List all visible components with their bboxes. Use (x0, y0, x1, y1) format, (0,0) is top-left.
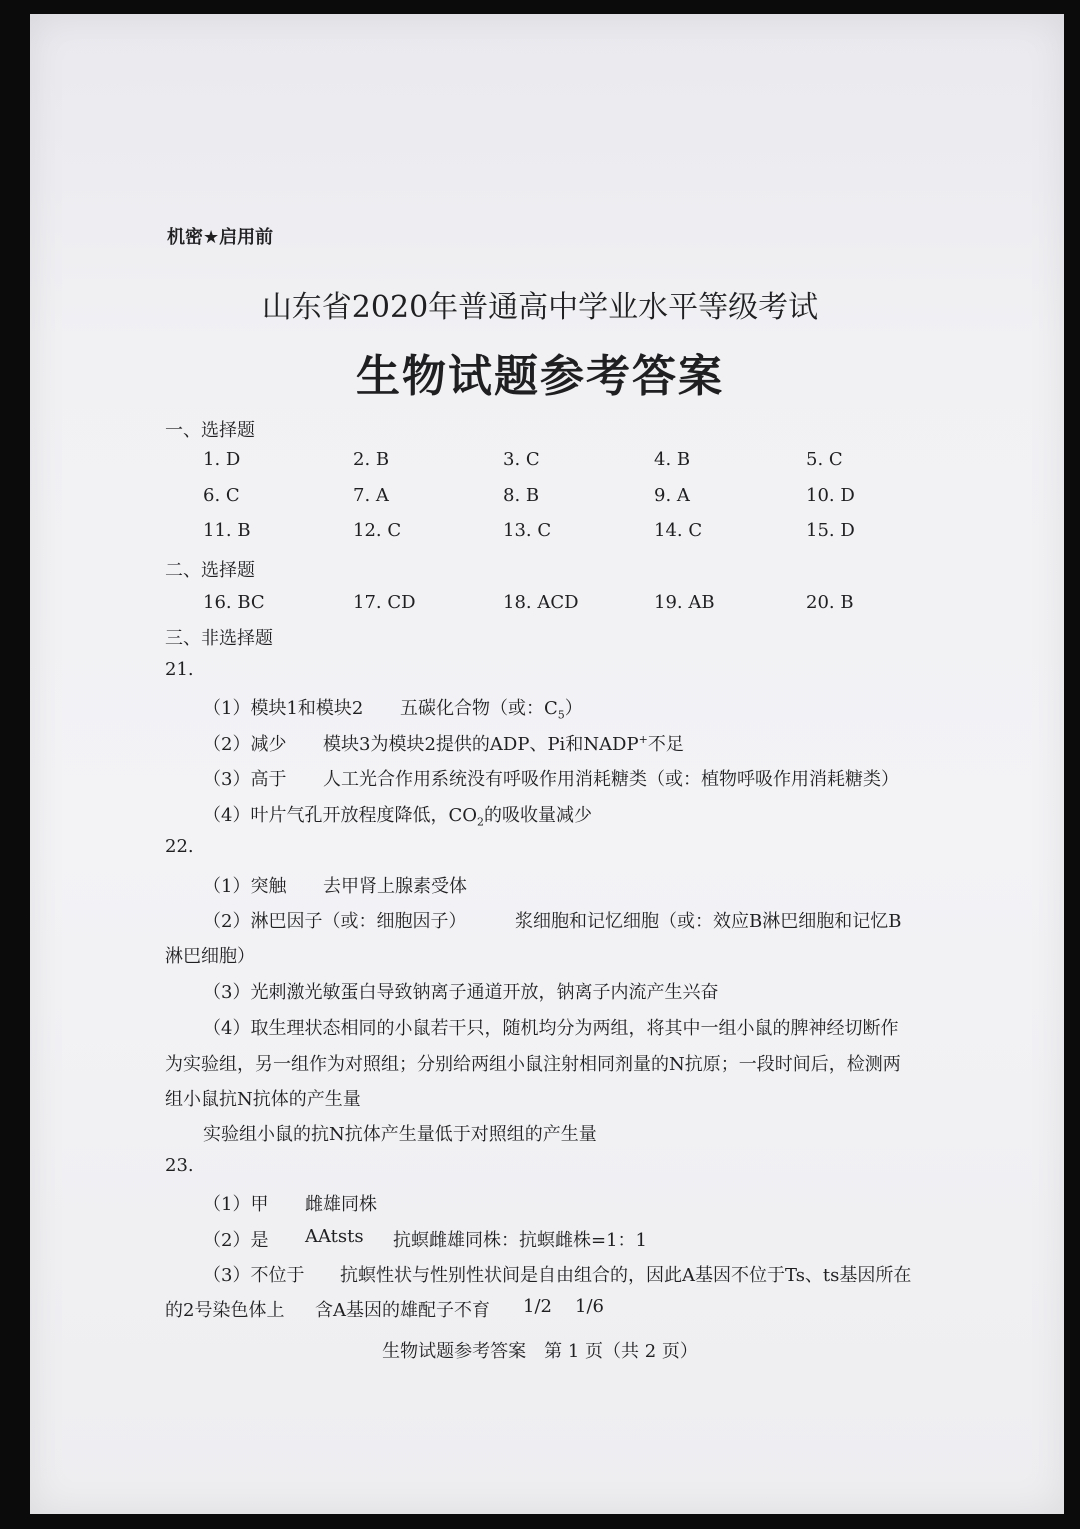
page-footer: 生物试题参考答案 第 1 页（共 2 页） (382, 1341, 698, 1362)
answer-line: 五碳化合物（或：$C_5$） (400, 698, 583, 722)
section-heading-3: 三、非选择题 (165, 628, 273, 649)
answer-item: 19. AB (654, 592, 715, 613)
answer-line: （1）模块1和模块2 (203, 698, 364, 719)
answer-line: 模块3为模块2提供的ADP、Pi和NADP+不足 (323, 733, 684, 755)
answer-item: 12. C (353, 520, 402, 541)
answer-item: 9. A (654, 485, 690, 506)
answer-item: 2. B (353, 449, 390, 470)
answer-line: （4）取生理状态相同的小鼠若干只，随机均分为两组，将其中一组小鼠的脾神经切断作 (203, 1018, 899, 1039)
answer-item: 4. B (654, 449, 691, 470)
answer-line: （1）突触 (203, 876, 287, 897)
section-heading-1: 一、选择题 (165, 420, 255, 441)
answer-line: （2）减少 (203, 734, 287, 755)
exam-title: 山东省2020年普通高中学业水平等级考试 (261, 290, 819, 325)
answer-line: （4）叶片气孔开放程度降低，$CO_2$的吸收量减少 (203, 805, 592, 829)
answer-item: 1. D (203, 449, 241, 470)
answer-item: 8. B (503, 485, 540, 506)
answer-item: 3. C (503, 449, 540, 470)
answer-item: 15. D (806, 520, 855, 541)
answer-line: 为实验组，另一组作为对照组；分别给两组小鼠注射相同剂量的N抗原；一段时间后，检测两 (165, 1054, 901, 1075)
confidential-label: 机密★启用前 (167, 227, 274, 248)
answer-line: AAtsts (305, 1226, 364, 1247)
answer-line: （3）光刺激光敏蛋白导致钠离子通道开放，钠离子内流产生兴奋 (203, 982, 719, 1003)
answer-item: 18. ACD (503, 592, 579, 613)
question-number: 21. (165, 659, 194, 680)
answer-line: 雌雄同株 (305, 1194, 377, 1215)
answer-line: （2）淋巴因子（或：细胞因子） (203, 911, 467, 932)
answer-line: （3）高于 (203, 769, 287, 790)
answer-line: 淋巴细胞） (165, 946, 255, 967)
answer-item: 14. C (654, 520, 703, 541)
answer-item: 13. C (503, 520, 552, 541)
page-title: 生物试题参考答案 (356, 351, 724, 402)
question-number: 22. (165, 836, 194, 857)
answer-line: 组小鼠抗N抗体的产生量 (165, 1089, 361, 1110)
answer-item: 11. B (203, 520, 251, 541)
answer-line: 的2号染色体上 (165, 1300, 285, 1321)
answer-line: 浆细胞和记忆细胞（或：效应B淋巴细胞和记忆B (515, 911, 902, 932)
answer-line: 含A基因的雄配子不育 (315, 1300, 490, 1321)
answer-line: 抗螟雌雄同株：抗螟雌株=1：1 (393, 1230, 647, 1251)
answer-item: 10. D (806, 485, 855, 506)
answer-item: 17. CD (353, 592, 416, 613)
answer-line: 去甲肾上腺素受体 (323, 876, 467, 897)
answer-line: 实验组小鼠的抗N抗体产生量低于对照组的产生量 (203, 1124, 597, 1145)
question-number: 23. (165, 1155, 194, 1176)
answer-line: 抗螟性状与性别性状间是自由组合的，因此A基因不位于Ts、ts基因所在 (340, 1265, 912, 1286)
answer-item: 6. C (203, 485, 240, 506)
answer-item: 20. B (806, 592, 854, 613)
answer-line: 人工光合作用系统没有呼吸作用消耗糖类（或：植物呼吸作用消耗糖类） (323, 769, 899, 790)
section-heading-2: 二、选择题 (165, 560, 255, 581)
answer-item: 5. C (806, 449, 843, 470)
answer-item: 16. BC (203, 592, 265, 613)
answer-line: 1/2 (523, 1296, 552, 1317)
answer-line: （3）不位于 (203, 1265, 305, 1286)
answer-line: （1）甲 (203, 1194, 269, 1215)
answer-line: （2）是 (203, 1230, 269, 1251)
answer-item: 7. A (353, 485, 389, 506)
answer-line: 1/6 (575, 1296, 604, 1317)
